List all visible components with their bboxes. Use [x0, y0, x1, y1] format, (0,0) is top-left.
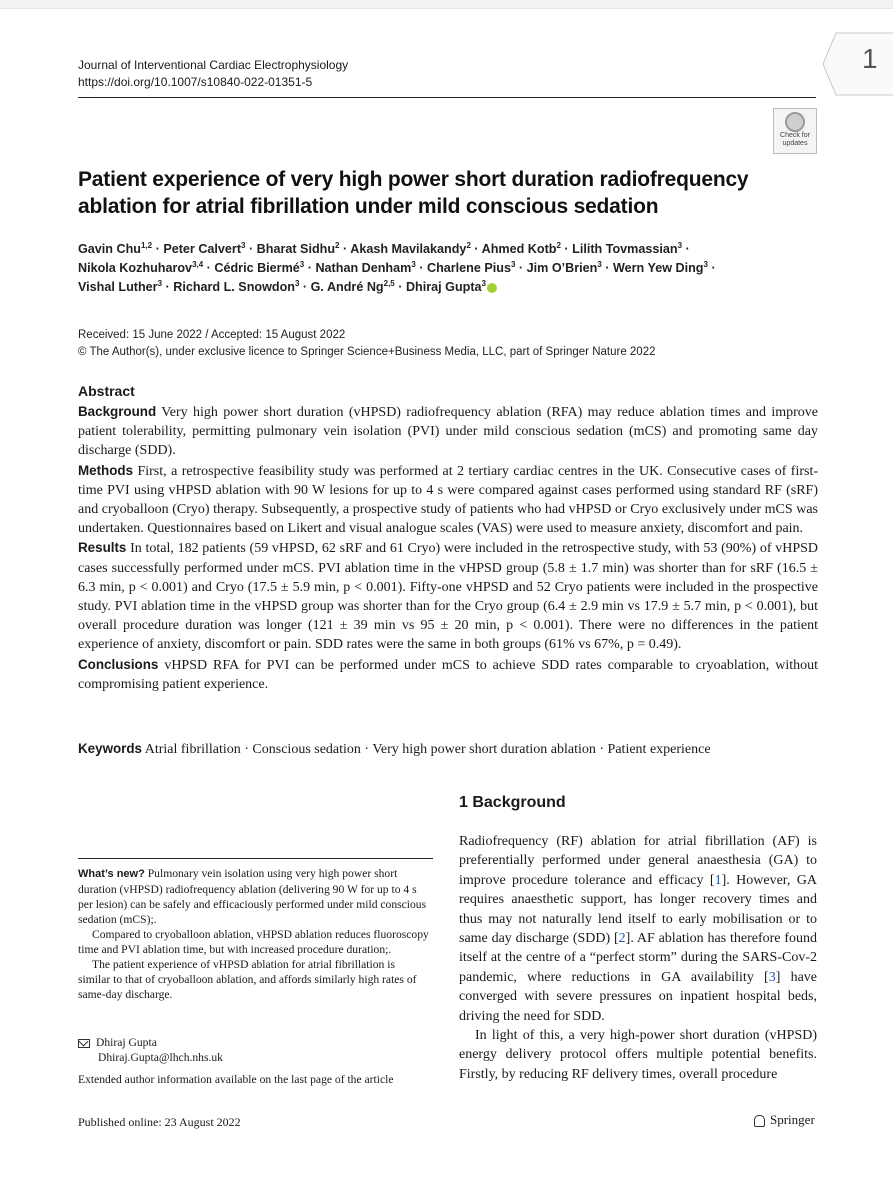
- abstract-label: Methods: [78, 462, 134, 478]
- author-affiliation: 3: [157, 278, 163, 288]
- article-title: Patient experience of very high power short duration radiofrequency ablation for atrial fibrillation under mild conscious sedation: [78, 168, 749, 218]
- author-list: Gavin Chu$^{1,2}$ · Peter Calvert$^3$ · Bharat Sidhu$^2$ · Akash Mavilakandy$^2$ · Ahmed Kotb$^2$ · Lilith Tovmassian$^3$ · Nikola Kozhuharov$^{3,4}$ · Cédric Biermé$^3$ · Nathan Denham$^3$ · Charlene Pius$^3$ · Jim O’Brien$^3$ · Wern Yew Ding$^3$ · Vishal Luther$^3$ · Richard L. Snowdon$^3$ · G. André Ng$^{2,5}$ · Dhiraj Gupta$^3$: [78, 240, 716, 294]
- copyright-line: © The Author(s), under exclusive licence to Springer Science+Business Media, LLC, part of Springer Nature 2022: [78, 346, 656, 358]
- contact-name: Dhiraj Gupta: [96, 1036, 157, 1049]
- text-run: ]. However, GA requires anaesthetic support, has longer recovery times and thus may not naturally lend itself to early mobilisation or to same day discharge (SDD) [: [459, 872, 817, 947]
- author-affiliation: 3: [241, 240, 246, 250]
- citation-link[interactable]: 1: [714, 872, 722, 888]
- abstract-heading: Abstract: [78, 383, 135, 399]
- author-affiliation: 3: [299, 259, 305, 269]
- abstract-methods: [78, 461, 818, 539]
- text-run: ]. AF ablation has therefore found itself at the centre of a “perfect storm” during the SARS-Cov-2 pandemic, where reductions in GA availability [: [459, 931, 817, 985]
- whats-new-text: Pulmonary vein isolation using very high power short duration (vHPSD) radiofrequency ablation (delivering 90 W for up to 4 s per lesion) can be safely and efficaciously performed under mild conscious sedation (mCS);.: [78, 867, 427, 926]
- abstract-conclusions: [78, 655, 818, 694]
- author-affiliation: 3: [703, 259, 708, 269]
- author-affiliation: 2: [335, 240, 340, 250]
- abstract-label: Results: [78, 540, 127, 556]
- extended-author-info: Extended author information available on the last page of the article: [78, 1073, 394, 1086]
- abstract-label: Conclusions: [78, 656, 159, 672]
- author-name[interactable]: Gavin Chu: [78, 242, 141, 256]
- keywords-label: Keywords: [78, 741, 142, 756]
- author-affiliation: 2: [556, 240, 561, 250]
- doi-link[interactable]: https://doi.org/10.1007/s10840-022-01351-5: [78, 75, 313, 89]
- publisher-logo: [754, 1112, 815, 1128]
- header-divider: [78, 97, 816, 98]
- author-name[interactable]: Vishal Luther: [78, 280, 158, 294]
- paragraph: [459, 832, 817, 1026]
- author-affiliation: 3,4: [192, 259, 204, 269]
- author-affiliation: 1,2: [140, 240, 153, 250]
- author-name[interactable]: Wern Yew Ding: [612, 261, 704, 275]
- envelope-icon: [78, 1039, 90, 1048]
- abstract-body: [78, 402, 818, 694]
- keywords-text: Atrial fibrillation · Conscious sedation · Very high power short duration ablation · Patient experience: [144, 742, 711, 757]
- abstract-text: Very high power short duration (vHPSD) radiofrequency ablation (RFA) may reduce ablation times and improve patient tolerability, permitting pulmonary vein isolation (PVI) under mild conscious sedation (mCS) and promoting same day discharge (SDD).: [78, 405, 819, 459]
- journal-header: [78, 57, 348, 91]
- abstract-text: vHPSD RFA for PVI can be performed under mCS to achieve SDD rates comparable to cryoablation, without compromising patient experience.: [78, 657, 818, 692]
- top-bar: [0, 0, 893, 9]
- author-affiliation: 3: [677, 240, 683, 250]
- article-dates: [78, 327, 656, 361]
- author-affiliation: 3: [481, 278, 486, 288]
- keywords: [78, 739, 818, 759]
- citation-link[interactable]: 2: [618, 931, 626, 947]
- journal-name: Journal of Interventional Cardiac Electrophysiology: [78, 58, 349, 72]
- abstract-results: [78, 538, 818, 654]
- corresponding-author: [78, 1035, 223, 1065]
- page-number: 1: [862, 43, 878, 74]
- author-affiliation: 3: [510, 259, 516, 269]
- page-number-tab: [822, 32, 893, 96]
- author-name[interactable]: Jim O’Brien: [526, 261, 598, 275]
- section-heading: 1 Background: [459, 794, 566, 811]
- author-name[interactable]: Ahmed Kotb: [481, 242, 557, 256]
- paragraph: In light of this, a very high-power short duration (vHPSD) energy delivery protocol offers multiple potential benefits. Firstly, by reducing RF delivery times, overall procedure: [459, 1028, 817, 1082]
- author-name[interactable]: Dhiraj Gupta: [405, 280, 482, 294]
- crossmark-icon: [785, 112, 805, 132]
- abstract-text: In total, 182 patients (59 vHPSD, 62 sRF and 61 Cryo) were included in the retrospective study, with 53 (90%) of vHPSD cases successfully performed under mCS. PVI ablation time in the vHPSD group (5.8 ± 1.7 min) was shorter than for sRF (16.5 ± 6.3 min, p < 0.001) and Cryo (17.5 ± 5.9 min, p < 0.001). Fifty-one vHPSD and 52 Cryo patients were included in the prospective study. PVI ablation time in the vHPSD group was shorter than for the Cryo group (6.4 ± 2.9 min vs 17.9 ± 5.7 min, p < 0.001), but overall procedure duration was longer (121 ± 39 min vs 95 ± 20 min, p < 0.001). There were no differences in the patient experience of anxiety, discomfort or pain. SDD rates were the same in both groups (61% vs 67%, p = 0.49).: [78, 541, 819, 653]
- springer-horse-icon: [754, 1115, 765, 1127]
- author-affiliation: 3: [411, 259, 416, 269]
- whats-new-box: [78, 866, 430, 1002]
- author-name[interactable]: Richard L. Snowdon: [173, 280, 295, 294]
- author-affiliation: 2,5: [383, 278, 395, 288]
- whats-new-item: The patient experience of vHPSD ablation for atrial fibrillation is similar to that of cryoballoon ablation, and affords similarly high rates of same-day discharge.: [78, 958, 417, 1001]
- author-name[interactable]: Akash Mavilakandy: [350, 242, 467, 256]
- author-name[interactable]: Nikola Kozhuharov: [78, 261, 193, 275]
- citation-link[interactable]: 3: [768, 969, 776, 985]
- whats-new-divider: [78, 858, 433, 859]
- author-name[interactable]: G. André Ng: [310, 280, 384, 294]
- author-affiliation: 3: [597, 259, 602, 269]
- author-name[interactable]: Nathan Denham: [315, 261, 412, 275]
- author-name[interactable]: Cédric Biermé: [214, 261, 300, 275]
- whats-new-item: [78, 866, 430, 927]
- author-name[interactable]: Peter Calvert: [163, 242, 242, 256]
- whats-new-label: What’s new?: [78, 868, 145, 880]
- body-text: [459, 832, 817, 1084]
- text-run: Radiofrequency (RF) ablation for atrial fibrillation (AF) is preferentially performed under general anaesthesia (GA) to improve procedure tolerance and efficacy [: [459, 834, 817, 888]
- abstract-label: Background: [78, 404, 157, 419]
- received-accepted: Received: 15 June 2022 / Accepted: 15 August 2022: [78, 329, 346, 341]
- author-affiliation: 3: [294, 278, 300, 288]
- publisher-name: Springer: [770, 1112, 815, 1127]
- author-name[interactable]: Lilith Tovmassian: [572, 242, 678, 256]
- published-date: Published online: 23 August 2022: [78, 1115, 241, 1129]
- abstract-text: First, a retrospective feasibility study was performed at 2 tertiary cardiac centres in the UK. Consecutive cases of first-time PVI using vHPSD ablation with 90 W lesions for up to 4 s were compared against cases performed using standard RF (sRF) and cryoballoon (Cryo) therapy. Subsequently, a prospective study of patients who had vHPSD or Cryo exclusively under mCS was undertaken. Questionnaires based on Likert and visual analogue scales (VAS) were used to measure anxiety, discomfort and pain.: [78, 463, 818, 537]
- author-name[interactable]: Bharat Sidhu: [256, 242, 336, 256]
- crossmark-label: Check for updates: [780, 132, 810, 147]
- text-run: ] have converged with severe pressures on inpatient hospital beds, driving the need for SDD.: [459, 969, 818, 1024]
- orcid-icon[interactable]: [487, 283, 497, 293]
- author-name[interactable]: Charlene Pius: [426, 261, 511, 275]
- author-affiliation: 2: [466, 240, 471, 250]
- abstract-background: [78, 402, 818, 461]
- contact-email[interactable]: Dhiraj.Gupta@lhch.nhs.uk: [98, 1051, 223, 1064]
- check-for-updates-badge[interactable]: [773, 108, 817, 154]
- whats-new-item: Compared to cryoballoon ablation, vHPSD ablation reduces fluoroscopy time and PVI ablation time, but with increased procedure duration;.: [78, 928, 429, 956]
